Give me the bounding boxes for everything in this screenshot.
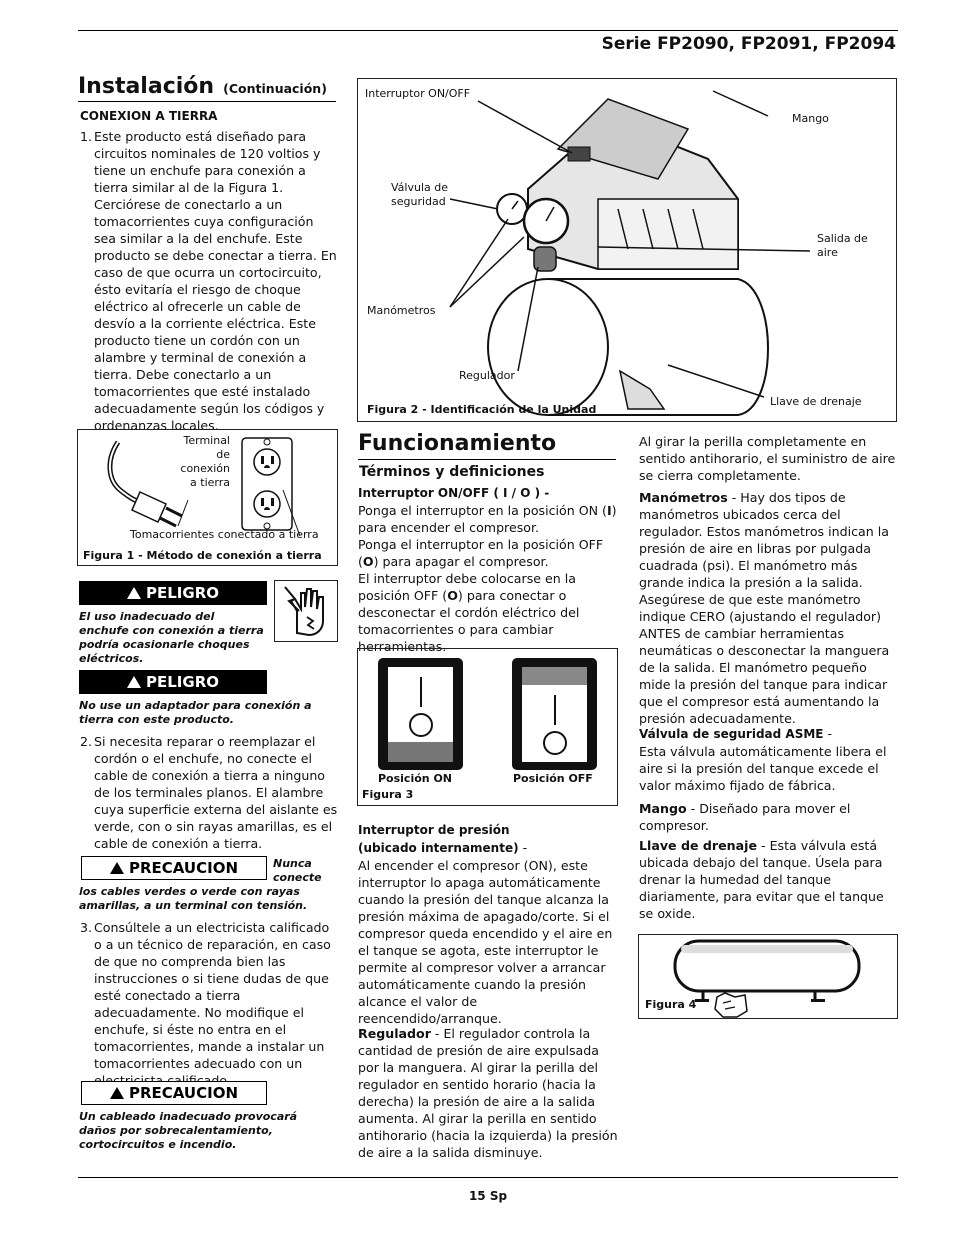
grounding-heading: CONEXION A TIERRA (80, 109, 218, 123)
warning-triangle-icon (127, 676, 141, 688)
fig2-handle-label: Mango (792, 112, 829, 125)
right-paragraph-1: Al girar la perilla completamente en sentido antihorario, el suministro de aire se cierra completamente. (639, 434, 896, 483)
figure-4 (638, 934, 898, 1019)
installation-title: Instalación (78, 74, 215, 99)
pressure-switch-definition: Interruptor de presión (ubicado internamente) - Al encender el compresor (ON), este interruptor lo apaga automáticamente cuando la presión del tanque alcanza la presión máxima de apagado/corte. Si el compresor queda encendido y el aire en el tanque se agota, este interruptor le permite al compresor volver a arrancar automáticamente cuando la presión alcance el valor de reencendido/arranque. (358, 823, 613, 1026)
item1-number: 1. (80, 129, 93, 144)
caution-badge-2: PRECAUCION (81, 1081, 267, 1105)
item1-text: Este producto está diseñado para circuitos nominales de 120 voltios y tiene un enchufe para conexión a tierra similar al de la Figura 1. Cerciórese de conectarlo a un tomacorrientes cuya configuración sea similar a la del enchufe. Este producto se debe conectar a tierra. En caso de que ocurra un cortocircuito, ésto evitaría el riesgo de choque eléctrico al ofrecerle un cable de desvío a la corriente eléctrica. Este producto tiene un cordón con un alambre y terminal de conexión a tierra. Debe conectarlo a un tomacorrientes que esté instalado adecuadamente según los códigos y ordenanzas locales. (94, 129, 337, 433)
terms-heading: Términos y definiciones (359, 464, 545, 480)
fig1-outlet-label: Tomacorrientes conectado a tierra (130, 528, 319, 541)
regulator-definition: Regulador - El regulador controla la cantidad de presión de aire expulsada por la manguera. Al girar la perilla del regulador en sentido horario (hacia la derecha) la presión de aire a la salida aumenta. Al girar la perilla en sentido antihorario (hacia la izquierda) la presión de aire a la salida disminuye. (358, 1026, 618, 1160)
fig2-drain-label: Llave de drenaje (770, 395, 862, 408)
fig4-caption: Figura 4 (645, 998, 697, 1011)
warning-triangle-icon (110, 862, 124, 874)
danger-badge-1: PELIGRO (79, 581, 267, 605)
warning-triangle-icon (110, 1087, 124, 1099)
danger-text-1: El uso inadecuado del enchufe con conexión a tierra podría ocasionarle choques eléctricos. (79, 610, 264, 665)
caution-text-1a: Nunca conecte (273, 857, 322, 884)
item2-text: Si necesita reparar o reemplazar el cordón o el enchufe, no conecte el cable de conexión a tierra a ninguno de los terminales planos. El alambre cuya superficie externa del aislante es verde, con o sin rayas amarillas, es el cable de conexión a tierra. (94, 734, 338, 851)
drain-definition: Llave de drenaje - Esta válvula está ubicada debajo del tanque. Úsela para drenar la humedad del tanque diariamente, para evitar que el tanque se oxide. (639, 838, 884, 921)
figure-3 (357, 648, 618, 806)
electric-shock-icon (275, 581, 337, 641)
fig1-ground-terminal-label: Terminal de conexión a tierra (180, 434, 230, 489)
fig3-off-label: Posición OFF (513, 772, 593, 785)
gauges-definition: Manómetros - Hay dos tipos de manómetros ubicados cerca del regulador. Estos manómetros indican la presión de aire en libras por pulgada cuadrada (psi). El manómetro más grande indica la presión a la salida. Asegúrese de que este manómetro indique CERO (ajustando el regulador) ANTES de cambiar herramientas neumáticas o desconectar la manguera de la salida. El manómetro pequeño mide la presión del tanque para indicar que el compresor está aumentando la presión adecuadamente. (639, 490, 890, 726)
caution-badge-1: PRECAUCION (81, 856, 267, 880)
onoff-definition: Interruptor ON/OFF ( I / O ) - Ponga el interruptor en la posición ON (I) para encender el compresor. Ponga el interruptor en la posición OFF (O) para apagar el compresor. El interruptor debe colocarse en la posición OFF (O) para conectar o desconectar el cordón eléctrico del tomacorrientes o para cambiar herramientas. (358, 486, 617, 654)
fig2-gauges-label: Manómetros (367, 304, 436, 317)
figure-2 (357, 78, 897, 422)
fig2-valve-label: Válvula de seguridad (391, 181, 448, 208)
fig2-outlet-label: Salida de aire (817, 232, 868, 259)
series-title: Serie FP2090, FP2091, FP2094 (601, 34, 896, 54)
danger-badge-2: PELIGRO (79, 670, 267, 694)
warning-triangle-icon (127, 587, 141, 599)
shock-hand-icon (274, 580, 338, 642)
fig3-caption: Figura 3 (362, 788, 414, 801)
handle-definition: Mango - Diseñado para mover el compresor. (639, 801, 851, 833)
danger-text-2: No use un adaptador para conexión a tierra con este producto. (79, 699, 312, 726)
fig2-caption: Figura 2 - Identificación de la Unidad (367, 403, 597, 416)
item3-number: 3. (80, 920, 93, 935)
page-number: 15 Sp (468, 1189, 508, 1203)
section-installation (78, 74, 336, 99)
caution-text-2: Un cableado inadecuado provocará daños por sobrecalentamiento, cortocircuitos e incendio. (79, 1110, 298, 1151)
caution-text-1b: los cables verdes o verde con rayas amarillas, a un terminal con tensión. (79, 885, 308, 912)
fig1-caption: Figura 1 - Método de conexión a tierra (83, 549, 322, 562)
operation-title: Funcionamiento (358, 431, 557, 456)
fig2-onoff-label: Interruptor ON/OFF (365, 87, 471, 100)
item2-number: 2. (80, 734, 93, 749)
figure-1 (77, 429, 338, 566)
installation-cont: (Continuación) (223, 81, 327, 96)
fig2-regulator-label: Regulador (459, 369, 515, 382)
fig3-on-label: Posición ON (378, 772, 453, 785)
item3-text: Consúltele a un electricista calificado o a un técnico de reparación, en caso de que no comprenda bien las instrucciones o si tiene dudas de que esté conectado a tierra adecuadamente. No modifique el enchufe, si éste no entra en el tomacorrientes, mande a instalar un tomacorrientes adecuado con un (94, 920, 331, 1071)
asme-definition: Válvula de seguridad ASME - Esta válvula automáticamente libera el aire si la presión del tanque excede el valor máximo fijado de fábrica. (639, 726, 887, 793)
switch-positions-illustration (358, 649, 619, 779)
